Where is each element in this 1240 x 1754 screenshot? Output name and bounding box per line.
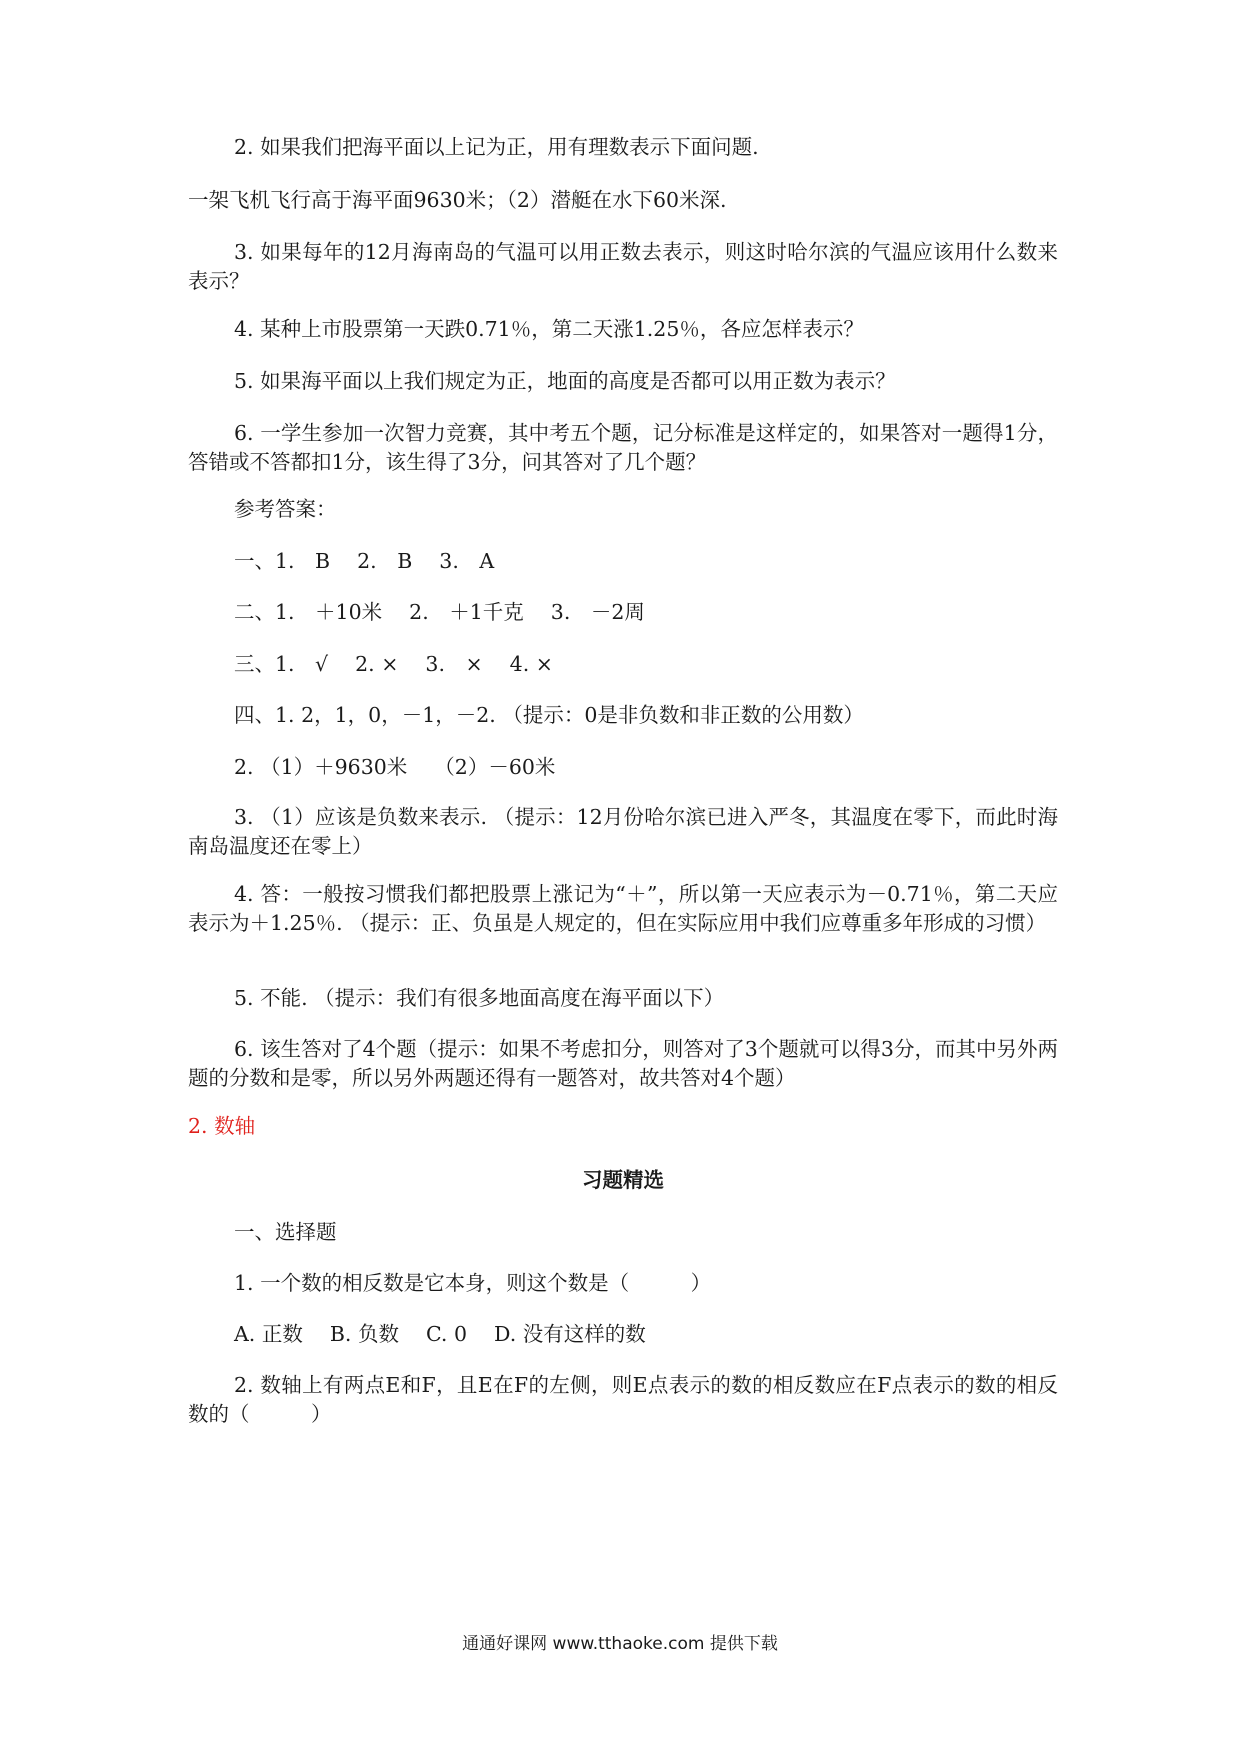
footer-credit: 通通好课网 www.tthaoke.com 提供下载: [462, 1634, 778, 1654]
problem-2-sub: 一架飞机飞行高于海平面9630米；（2）潜艇在水下60米深.: [188, 188, 727, 212]
answer-section-2: 二、1. ＋10米 2. ＋1千克 3. －2周: [234, 600, 645, 624]
section-subtitle: 习题精选: [582, 1168, 664, 1192]
problem-4: 4. 某种上市股票第一天跌0.71％，第二天涨1.25％，各应怎样表示？: [234, 317, 864, 341]
choice-question-1: 1. 一个数的相反数是它本身，则这个数是（ ）: [234, 1271, 712, 1295]
answer-2: 2. （1）＋9630米 （2）－60米: [234, 755, 556, 779]
choice-question-2: 2. 数轴上有两点E和F，且E在F的左侧，则E点表示的数的相反数应在F点表示的数的相反数的（ ）: [188, 1373, 1058, 1426]
problem-2: 2. 如果我们把海平面以上记为正，用有理数表示下面问题.: [234, 135, 759, 159]
answer-3: 3. （1）应该是负数来表示. （提示：12月份哈尔滨已进入严冬，其温度在零下，而此时海南岛温度还在零上）: [188, 805, 1058, 858]
problem-5: 5. 如果海平面以上我们规定为正，地面的高度是否都可以用正数为表示？: [234, 369, 896, 393]
answers-heading: 参考答案：: [234, 497, 337, 521]
answer-section-4: 四、1. 2，1，0，－1，－2. （提示：0是非负数和非正数的公用数）: [234, 703, 864, 727]
answer-5: 5. 不能. （提示：我们有很多地面高度在海平面以下）: [234, 986, 725, 1010]
choice-options-1: A. 正数 B. 负数 C. 0 D. 没有这样的数: [234, 1322, 646, 1346]
part-heading: 一、选择题: [234, 1220, 337, 1244]
answer-4: 4. 答：一般按习惯我们都把股票上涨记为“＋”，所以第一天应表示为－0.71％，第二天应表示为＋1.25％. （提示：正、负虽是人规定的，但在实际应用中我们应尊重多年形成的习惯）: [188, 882, 1058, 935]
problem-6: 6. 一学生参加一次智力竞赛，其中考五个题，记分标准是这样定的，如果答对一题得1分，答错或不答都扣1分，该生得了3分，问其答对了几个题？: [188, 421, 1058, 474]
answer-6: 6. 该生答对了4个题（提示：如果不考虑扣分，则答对了3个题就可以得3分，而其中另外两题的分数和是零，所以另外两题还得有一题答对，故共答对4个题）: [188, 1037, 1058, 1090]
problem-3: 3. 如果每年的12月海南岛的气温可以用正数去表示，则这时哈尔滨的气温应该用什么数来表示？: [188, 240, 1058, 293]
answer-section-3: 三、1. √ 2. × 3. × 4. ×: [234, 652, 553, 676]
section-title: 2. 数轴: [188, 1114, 256, 1138]
answer-section-1: 一、1. B 2. B 3. A: [234, 549, 495, 573]
